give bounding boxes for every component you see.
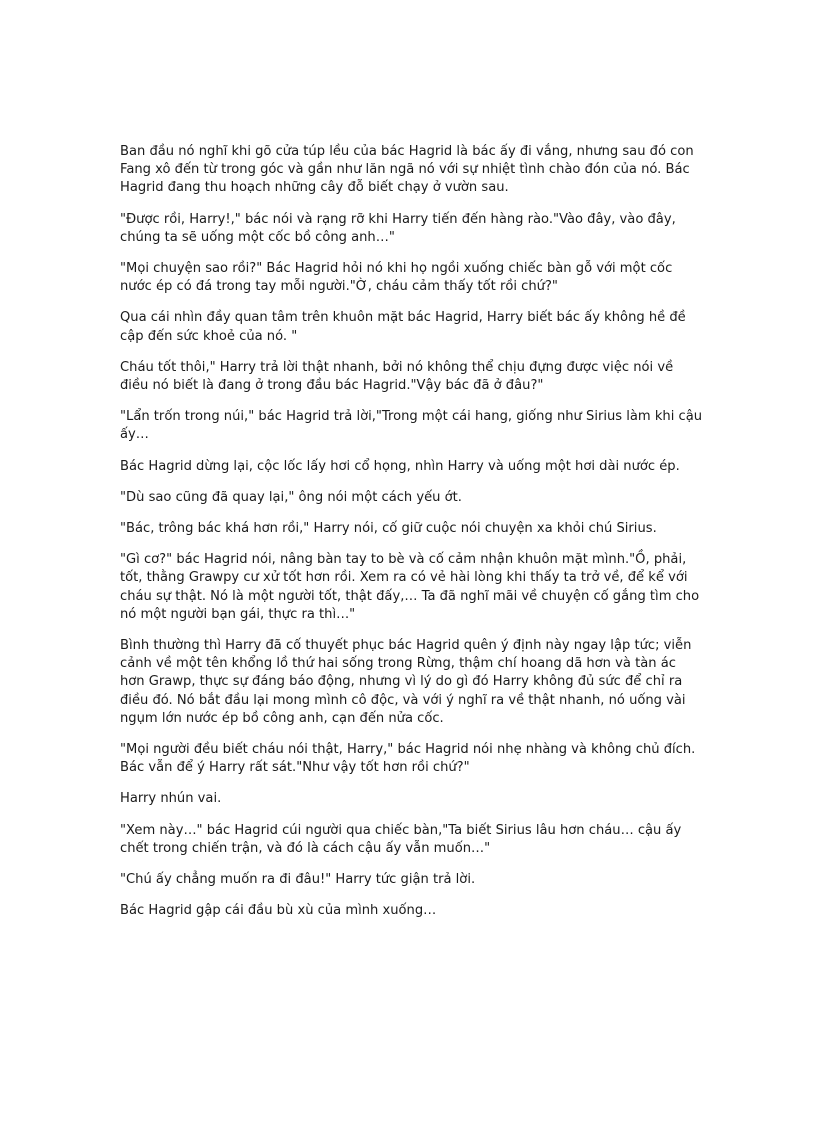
paragraph: "Mọi chuyện sao rồi?" Bác Hagrid hỏi nó khi họ ngồi xuống chiếc bàn gỗ với một cốc nước ép có đá trong tay mỗi người."Ờ, cháu cảm thấy tốt rồi chứ?" (120, 261, 673, 295)
paragraph: Qua cái nhìn đầy quan tâm trên khuôn mặt bác Hagrid, Harry biết bác ấy không hề đề cập đến sức khoẻ của nó. " (120, 310, 686, 344)
paragraph: Cháu tốt thôi," Harry trả lời thật nhanh, bởi nó không thể chịu đựng được việc nói về điều nó biết là đang ở trong đầu bác Hagrid."Vậy bác đã ở đâu?" (120, 359, 674, 394)
paragraph: "Dù sao cũng đã quay lại," ông nói một cách yếu ớt. (120, 489, 462, 505)
paragraph: "Mọi người đều biết cháu nói thật, Harry," bác Hagrid nói nhẹ nhàng và không chủ đích. Bác vẫn để ý Harry rất sát."Như vậy tốt hơn rồi chứ?" (120, 742, 696, 776)
paragraph: Ban đầu nó nghĩ khi gõ cửa túp lều của bác Hagrid là bác ấy đi vắng, nhưng sau đó con Fang xô đến từ trong góc và gần như lăn ngã nó với sự nhiệt tình chào đón của nó. Bác Hagrid đang thu hoạch những cây đỗ biết chạy ở vườn sau. (120, 144, 694, 196)
paragraph: "Gì cơ?" bác Hagrid nói, nâng bàn tay to bè và cố cảm nhận khuôn mặt mình."Ồ, phải, tốt, thằng Grawpy cư xử tốt hơn rồi. Xem ra có vẻ hài lòng khi thấy ta trở về, để kể với cháu sự thật. Nó là một người tốt, thật đấy,… Ta đã nghĩ mãi về chuyện cố gắng tìm cho nó một người bạn gái, thực ra thì…" (120, 552, 700, 622)
paragraph: Bác Hagrid dừng lại, cộc lốc lấy hơi cổ họng, nhìn Harry và uống một hơi dài nước ép. (120, 458, 680, 474)
paragraph: Harry nhún vai. (120, 791, 222, 807)
paragraph: "Chú ấy chẳng muốn ra đi đâu!" Harry tức giận trả lời. (120, 872, 476, 888)
document-body (120, 143, 704, 934)
paragraph: "Lẩn trốn trong núi," bác Hagrid trả lời,"Trong một cái hang, giống như Sirius làm khi cậu ấy… (120, 409, 703, 443)
paragraph: "Bác, trông bác khá hơn rồi," Harry nói, cố giữ cuộc nói chuyện xa khỏi chú Sirius. (120, 521, 657, 537)
paragraph: "Xem này…" bác Hagrid cúi người qua chiếc bàn,"Ta biết Sirius lâu hơn cháu… cậu ấy chết trong chiến trận, và đó là cách cậu ấy vẫn muốn…" (120, 822, 682, 856)
paragraph: Bác Hagrid gập cái đầu bù xù của mình xuống… (120, 903, 437, 919)
paragraph: "Được rồi, Harry!," bác nói và rạng rỡ khi Harry tiến đến hàng rào."Vào đây, vào đây, chúng ta sẽ uống một cốc bồ công anh…" (120, 211, 676, 245)
paragraph: Bình thường thì Harry đã cố thuyết phục bác Hagrid quên ý định này ngay lập tức; viễn cảnh về một tên khổng lồ thứ hai sống trong Rừng, thậm chí hoang dã hơn và tàn ác hơn Grawp, thực sự đáng báo động, nhưng vì lý do gì đó Harry không đủ sức để chỉ ra điều đó. Nó bắt đầu lại mong mình cô độc, và với ý nghĩ ra về thật nhanh, nó uống vài ngụm lớn nước ép bồ công anh, cạn đến nửa cốc. (120, 638, 692, 726)
